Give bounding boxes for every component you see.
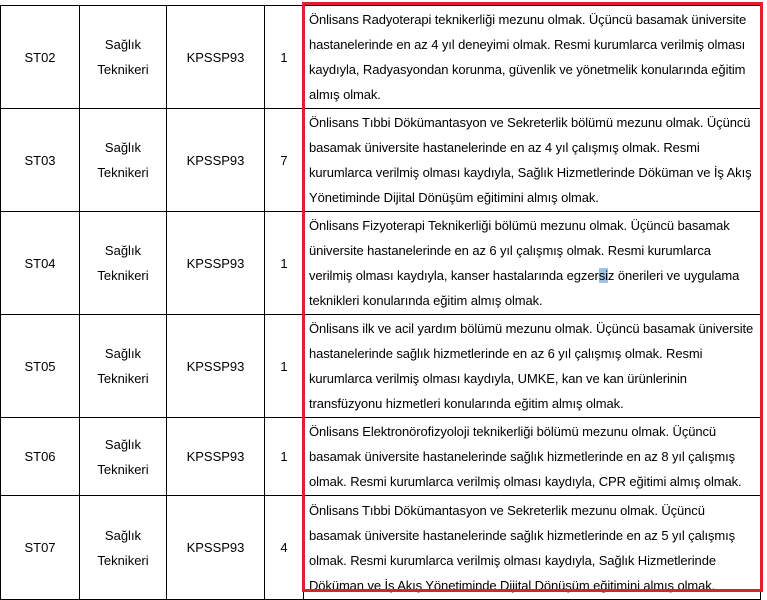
table-row	[1, 212, 761, 315]
table-row	[1, 109, 761, 212]
position-code: ST07	[1, 496, 80, 600]
requirements-text: Önlisans Fizyoterapi Teknikerliği bölümü mezunu olmak. Üçüncü basamak üniversite hastanelerinde en az 6 yıl çalışmış olmak. Resmi kurumlarca verilmiş olması kaydıyla, kanser hastalarında egzersiz önerileri ve uygulama teknikleri konularında eğitim almış olmak.	[304, 212, 761, 315]
position-code: ST05	[1, 315, 80, 418]
exam-type: KPSSP93	[167, 496, 265, 600]
table-row	[1, 6, 761, 109]
position-title: Sağlık Teknikeri	[80, 496, 167, 600]
requirements-text: Önlisans Elektronörofizyoloji teknikerliği bölümü mezunu olmak. Üçüncü basamak üniversite hastanelerinde sağlık hizmetlerinde en az 8 yıl çalışmış olmak. Resmi kurumlarca verilmiş olması kaydıyla, CPR eğitimi almış olmak.	[304, 418, 761, 496]
table-row	[1, 418, 761, 496]
text-selection[interactable]: si	[598, 268, 608, 283]
position-title: Sağlık Teknikeri	[80, 315, 167, 418]
position-title: Sağlık Teknikeri	[80, 109, 167, 212]
quota: 1	[265, 315, 304, 418]
requirements-text: Önlisans ilk ve acil yardım bölümü mezunu olmak. Üçüncü basamak üniversite hastanelerinde sağlık hizmetlerinde en az 6 yıl çalışmış olmak. Resmi kurumlarca verilmiş olması kaydıyla, UMKE, kan ve kan ürünlerinin transfüzyonu hizmetleri konularında eğitim almış olmak.	[304, 315, 761, 418]
position-code: ST02	[1, 6, 80, 109]
quota: 7	[265, 109, 304, 212]
position-title: Sağlık Teknikeri	[80, 6, 167, 109]
exam-type: KPSSP93	[167, 6, 265, 109]
requirements-text: Önlisans Tıbbi Dökümantasyon ve Sekreterlik mezunu olmak. Üçüncü basamak üniversite hastanelerinde sağlık hizmetlerinde en az 5 yıl çalışmış olmak. Resmi kurumlarca verilmiş olması kaydıyla, Sağlık Hizmetlerinde Döküman ve İş Akış Yönetiminde Dijital Dönüşüm eğitimini almış olmak.	[304, 496, 761, 600]
quota: 1	[265, 418, 304, 496]
positions-table	[0, 5, 761, 600]
requirements-text: Önlisans Radyoterapi teknikerliği mezunu olmak. Üçüncü basamak üniversite hastanelerinde en az 4 yıl deneyimi olmak. Resmi kurumlarca verilmiş olması kaydıyla, Radyasyondan korunma, güvenlik ve yönetmelik konularında eğitim almış olmak.	[304, 6, 761, 109]
exam-type: KPSSP93	[167, 212, 265, 315]
position-code: ST04	[1, 212, 80, 315]
position-code: ST03	[1, 109, 80, 212]
exam-type: KPSSP93	[167, 418, 265, 496]
quota: 4	[265, 496, 304, 600]
requirements-text: Önlisans Tıbbi Dökümantasyon ve Sekreterlik bölümü mezunu olmak. Üçüncü basamak üniversite hastanelerinde en az 4 yıl çalışmış olmak. Resmi kurumlarca verilmiş olması kaydıyla, Sağlık Hizmetlerinde Döküman ve İş Akış Yönetiminde Dijital Dönüşüm eğitimini almış olmak.	[304, 109, 761, 212]
position-title: Sağlık Teknikeri	[80, 212, 167, 315]
position-code: ST06	[1, 418, 80, 496]
quota: 1	[265, 6, 304, 109]
quota: 1	[265, 212, 304, 315]
exam-type: KPSSP93	[167, 109, 265, 212]
table-row	[1, 496, 761, 600]
position-title: Sağlık Teknikeri	[80, 418, 167, 496]
table-row	[1, 315, 761, 418]
exam-type: KPSSP93	[167, 315, 265, 418]
